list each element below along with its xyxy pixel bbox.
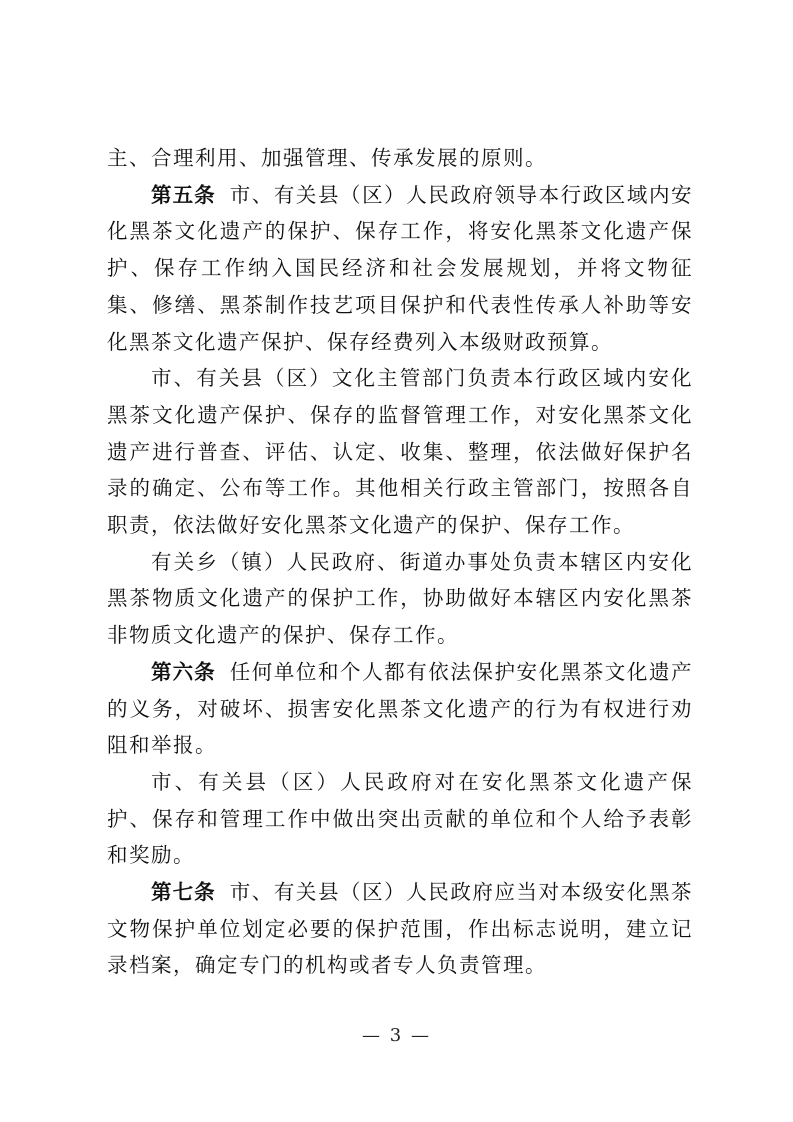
article-5-clause-2 bbox=[107, 360, 693, 544]
paragraph-text: 有关乡（镇）人民政府、街道办事处负责本辖区内安化黑茶物质文化遗产的保护工作，协助做好本辖区内安化黑茶非物质文化遗产的保护、保存工作。 bbox=[107, 549, 693, 648]
paragraph-text: 市、有关县（区）文化主管部门负责本行政区域内安化黑茶文化遗产保护、保存的监督管理工作，对安化黑茶文化遗产进行普查、评估、认定、收集、整理，依法做好保护名录的确定、公布等工作。其他相关行政主管部门，按照各自职责，依法做好安化黑茶文化遗产的保护、保存工作。 bbox=[107, 366, 693, 538]
paragraph-text: 市、有关县（区）人民政府领导本行政区域内安化黑茶文化遗产的保护、保存工作，将安化黑茶文化遗产保护、保存工作纳入国民经济和社会发展规划，并将文物征集、修缮、黑茶制作技艺项目保护和代表性传承人补助等安化黑茶文化遗产保护、保存经费列入本级财政预算。 bbox=[107, 182, 694, 354]
article-5-paragraph bbox=[107, 177, 693, 361]
article-number: 第五条 bbox=[151, 182, 216, 207]
page-number: — 3 — bbox=[362, 1025, 431, 1046]
article-6-paragraph bbox=[107, 654, 693, 764]
regulation-body bbox=[107, 140, 693, 984]
paragraph-text: 市、有关县（区）人民政府对在安化黑茶文化遗产保护、保存和管理工作中做出突出贡献的单位和个人给予表彰和奖励。 bbox=[107, 769, 693, 868]
paragraph-text: 主、合理利用、加强管理、传承发展的原则。 bbox=[107, 146, 547, 170]
paragraph-text: 市、有关县（区）人民政府应当对本级安化黑茶文物保护单位划定必要的保护范围，作出标志说明，建立记录档案，确定专门的机构或者专人负责管理。 bbox=[107, 880, 694, 978]
paragraph-continuation bbox=[107, 140, 693, 177]
article-6-clause-2 bbox=[107, 764, 693, 874]
article-number: 第七条 bbox=[151, 880, 216, 905]
paragraph-text: 任何单位和个人都有依法保护安化黑茶文化遗产的义务，对破坏、损害安化黑茶文化遗产的行为有权进行劝阻和举报。 bbox=[107, 659, 694, 758]
article-number: 第六条 bbox=[151, 659, 216, 684]
article-7-paragraph bbox=[107, 874, 693, 984]
article-5-clause-3 bbox=[107, 544, 693, 654]
